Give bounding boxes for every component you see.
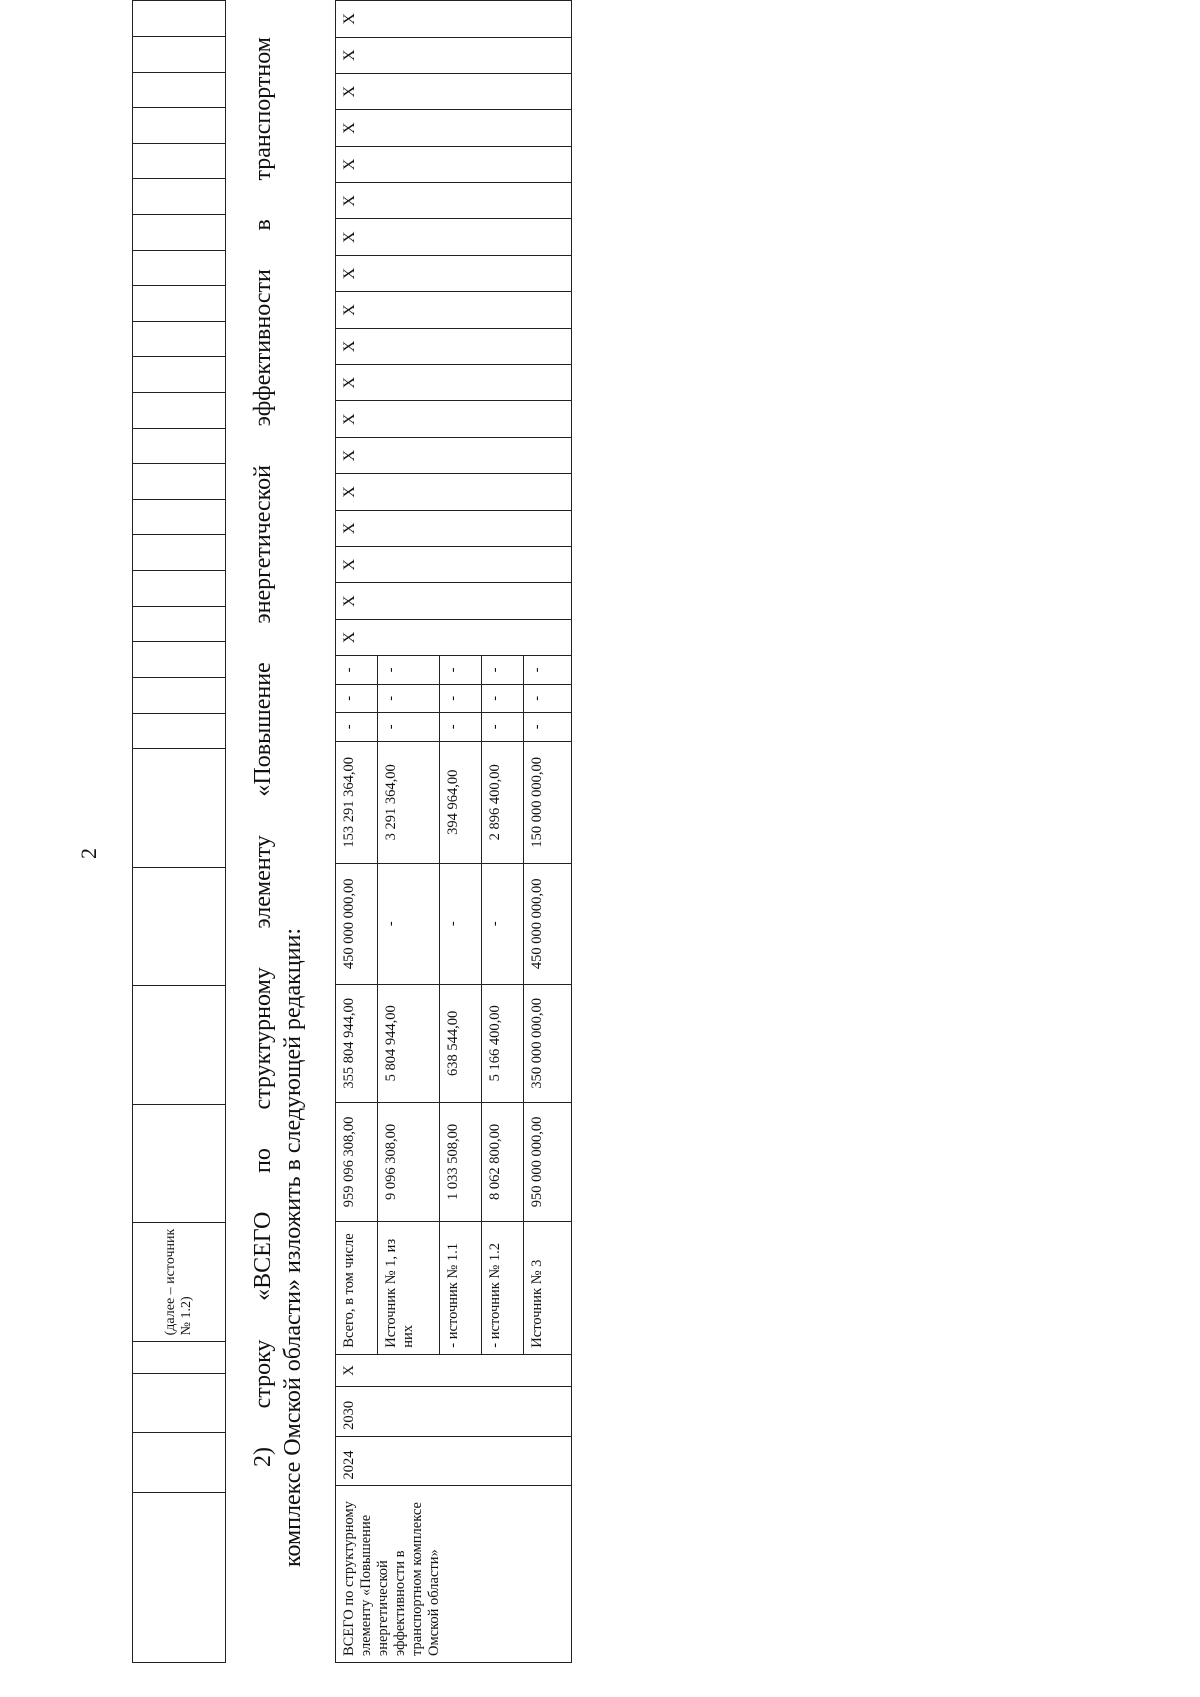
dash-cell: - xyxy=(440,656,482,684)
amount-2: - xyxy=(482,863,524,984)
empty-cell xyxy=(133,36,226,72)
empty-cell xyxy=(133,749,226,868)
dash-cell: - xyxy=(336,713,378,741)
fragment-row xyxy=(133,1,226,1663)
empty-cell xyxy=(133,357,226,393)
empty-cell xyxy=(133,606,226,642)
empty-cell xyxy=(133,571,226,607)
amount-3: 3 291 364,00 xyxy=(378,741,440,863)
x-mark: X xyxy=(336,183,572,219)
amount-total: 1 033 508,00 xyxy=(440,1103,482,1222)
empty-cell xyxy=(133,1104,226,1222)
x-mark: X xyxy=(336,146,572,182)
empty-cell xyxy=(133,286,226,322)
structural-element-title: ВСЕГО по структурному элементу «Повышение энергетической эффективности в транспортном комплексе Омской области» xyxy=(336,1486,572,1663)
x-mark: X xyxy=(336,365,572,401)
empty-cell xyxy=(133,250,226,286)
amount-3: 153 291 364,00 xyxy=(336,741,378,863)
x-mark: X xyxy=(336,219,572,255)
x-mark: X xyxy=(336,401,572,437)
year-start: 2024 xyxy=(336,1436,572,1486)
x-mark: X xyxy=(336,510,572,546)
x-mark: X xyxy=(336,1,572,38)
empty-cell xyxy=(133,1492,226,1662)
x-mark: X xyxy=(336,292,572,328)
amount-1: 638 544,00 xyxy=(440,984,482,1103)
amount-1: 355 804 944,00 xyxy=(336,984,378,1103)
amount-total: 8 062 800,00 xyxy=(482,1103,524,1222)
amount-3: 2 896 400,00 xyxy=(482,741,524,863)
empty-cell xyxy=(133,867,226,986)
empty-cell xyxy=(133,713,226,749)
empty-cell xyxy=(133,1433,226,1492)
amount-total: 9 096 308,00 xyxy=(378,1103,440,1222)
x-mark: X xyxy=(336,73,572,109)
x-mark: X xyxy=(336,619,572,655)
amount-2: 450 000 000,00 xyxy=(524,863,572,984)
empty-cell xyxy=(133,1342,226,1374)
source-label: - источник № 1.1 xyxy=(440,1221,482,1354)
x-mark: X xyxy=(336,1354,572,1387)
amount-total: 959 096 308,00 xyxy=(336,1103,378,1222)
dash-cell: - xyxy=(524,656,572,684)
empty-cell xyxy=(133,393,226,429)
dash-cell: - xyxy=(378,656,440,684)
empty-cell xyxy=(133,1374,226,1433)
empty-cell xyxy=(133,321,226,357)
x-mark: X xyxy=(336,37,572,73)
dash-cell: - xyxy=(440,713,482,741)
empty-cell xyxy=(133,535,226,571)
dash-cell: - xyxy=(336,656,378,684)
amended-total-table xyxy=(335,0,572,1663)
previous-table-fragment xyxy=(132,0,226,1663)
amount-3: 150 000 000,00 xyxy=(524,741,572,863)
table-row xyxy=(336,1,378,1663)
dash-cell: - xyxy=(378,684,440,712)
x-mark: X xyxy=(336,437,572,473)
page-number: 2 xyxy=(76,848,101,859)
amendment-paragraph-line-2: комплексе Омской области» изложить в следующей редакции: xyxy=(280,927,306,1567)
x-mark: X xyxy=(336,474,572,510)
dash-cell: - xyxy=(524,684,572,712)
dash-cell: - xyxy=(524,713,572,741)
empty-cell xyxy=(133,143,226,179)
empty-cell xyxy=(133,642,226,678)
empty-cell xyxy=(133,986,226,1105)
amount-1: 5 804 944,00 xyxy=(378,984,440,1103)
year-end: 2030 xyxy=(336,1387,572,1437)
amount-2: 450 000 000,00 xyxy=(336,863,378,984)
source-label: Всего, в том числе xyxy=(336,1221,378,1354)
dash-cell: - xyxy=(336,684,378,712)
amendment-paragraph-line-1: 2) строку «ВСЕГО по структурному элементу «Повышение энергетической эффективности в транспортном xyxy=(250,37,276,1467)
x-mark: X xyxy=(336,110,572,146)
dash-cell: - xyxy=(482,684,524,712)
amount-total: 950 000 000,00 xyxy=(524,1103,572,1222)
fragment-note: (далее – источник № 1.2) xyxy=(133,1222,226,1342)
dash-cell: - xyxy=(378,713,440,741)
empty-cell xyxy=(133,179,226,215)
empty-cell xyxy=(133,1,226,37)
x-mark: X xyxy=(336,328,572,364)
x-mark: X xyxy=(336,255,572,291)
amount-2: - xyxy=(378,863,440,984)
empty-cell xyxy=(133,428,226,464)
x-mark: X xyxy=(336,547,572,583)
source-label: - источник № 1.2 xyxy=(482,1221,524,1354)
x-mark: X xyxy=(336,583,572,619)
source-label: Источник № 1, из них xyxy=(378,1221,440,1354)
empty-cell xyxy=(133,215,226,251)
dash-cell: - xyxy=(440,684,482,712)
dash-cell: - xyxy=(482,656,524,684)
amount-1: 5 166 400,00 xyxy=(482,984,524,1103)
amount-3: 394 964,00 xyxy=(440,741,482,863)
dash-cell: - xyxy=(482,713,524,741)
amount-2: - xyxy=(440,863,482,984)
empty-cell xyxy=(133,108,226,144)
source-label: Источник № 3 xyxy=(524,1221,572,1354)
amount-1: 350 000 000,00 xyxy=(524,984,572,1103)
empty-cell xyxy=(133,677,226,713)
empty-cell xyxy=(133,499,226,535)
empty-cell xyxy=(133,72,226,108)
empty-cell xyxy=(133,464,226,500)
